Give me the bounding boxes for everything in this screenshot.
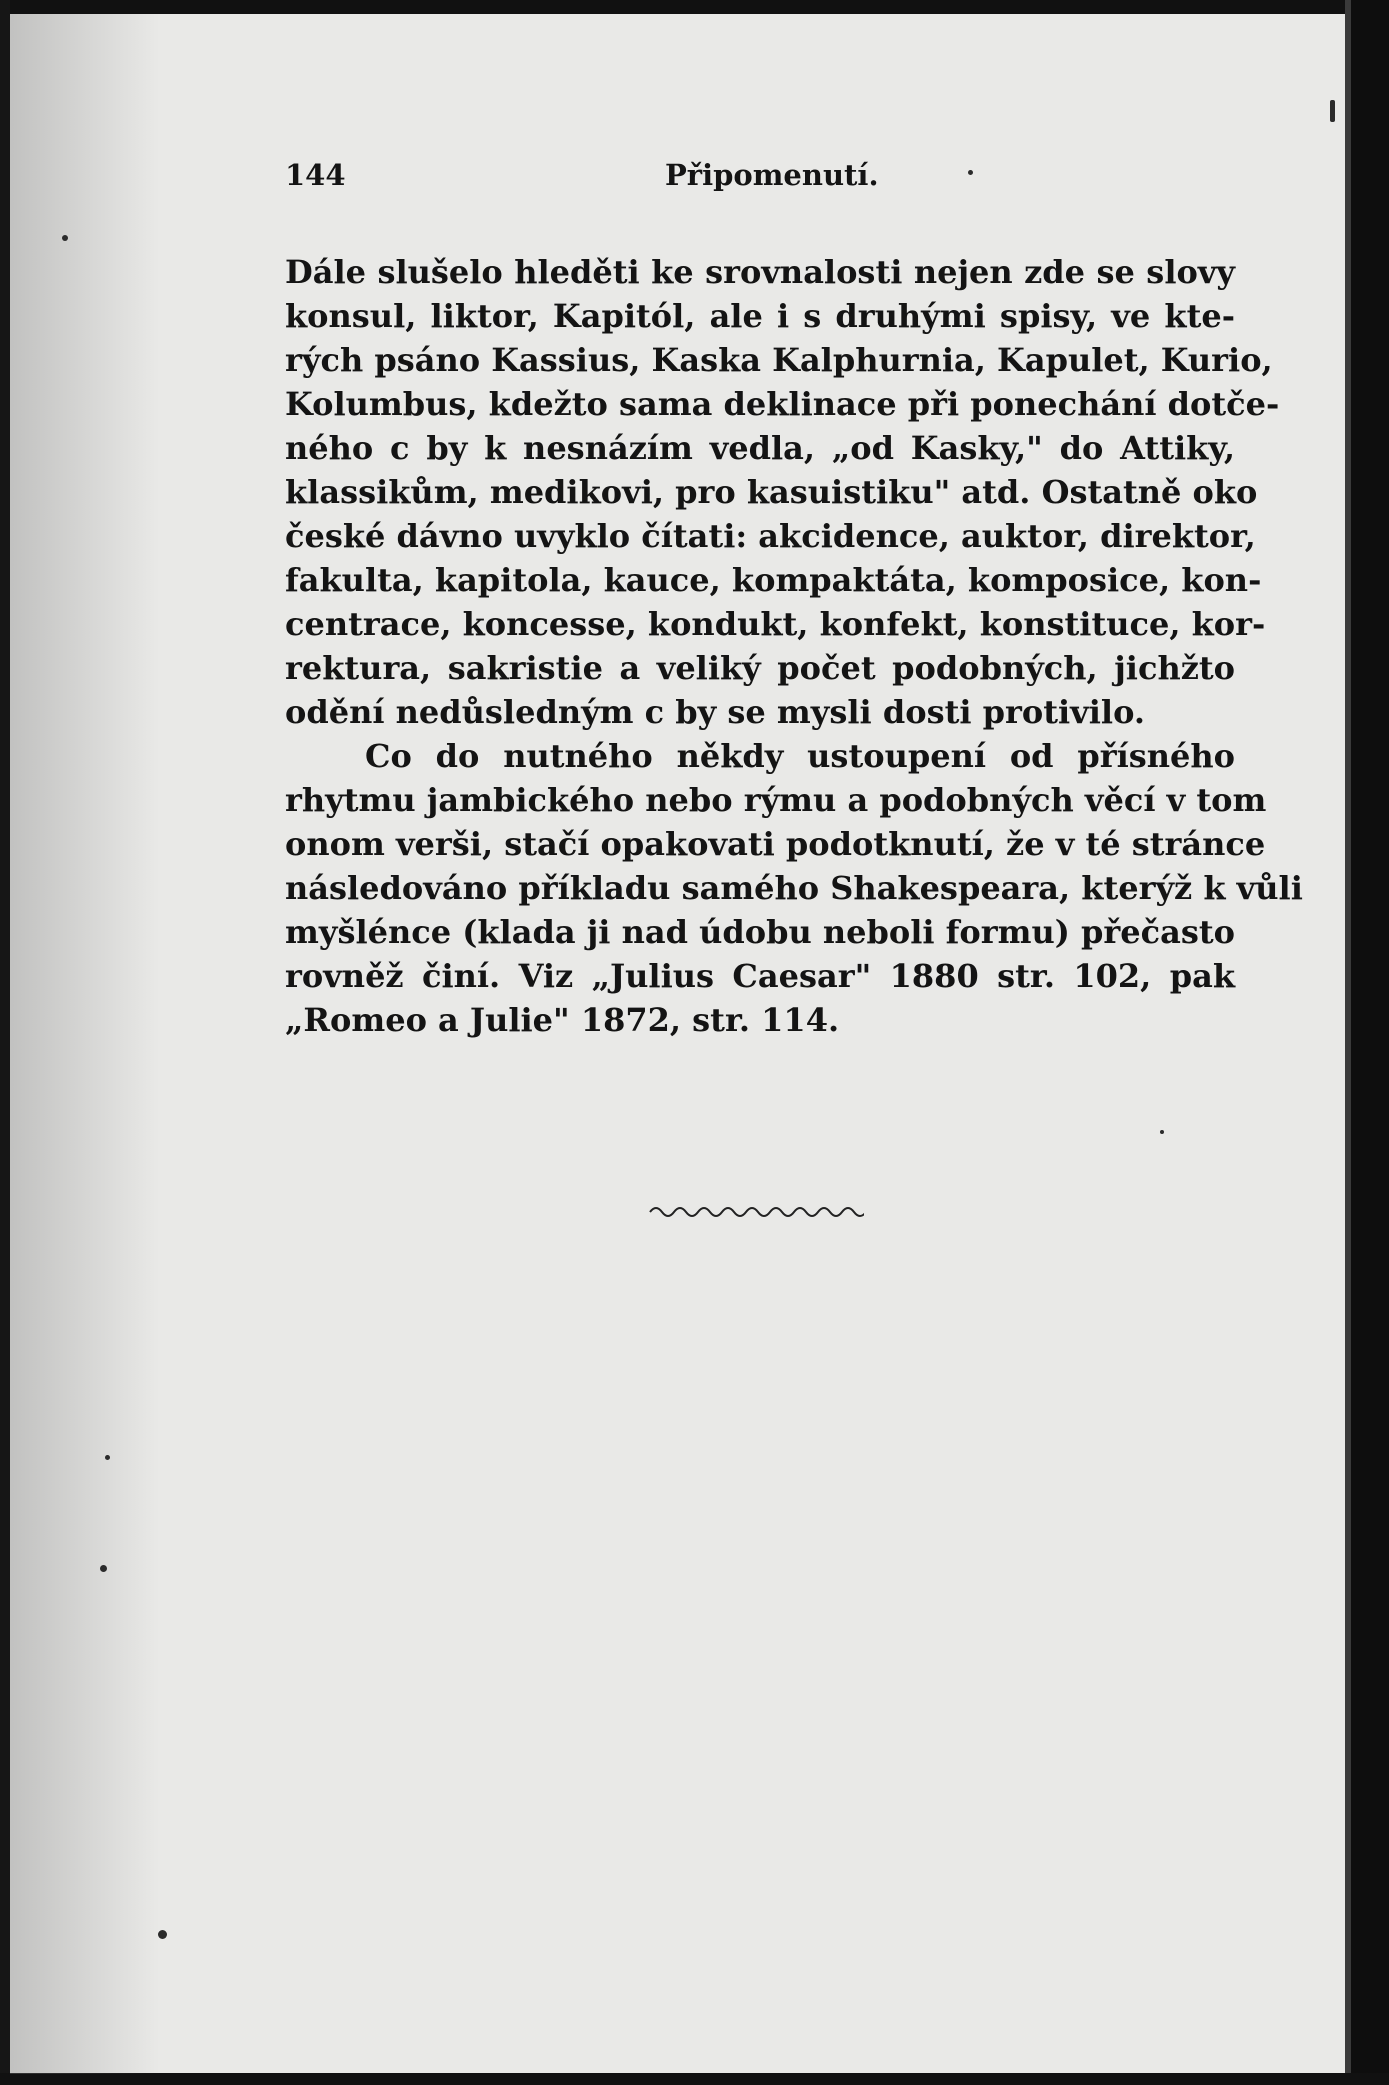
text-line: myšlénce (klada ji nad údobu neboli formu) přečasto (285, 913, 1235, 951)
scan-speck (105, 1455, 110, 1460)
text-line: „Romeo a Julie" 1872, str. 114. (285, 1001, 840, 1039)
scan-edge-right-inner (1345, 0, 1351, 2085)
text-line: klassikům, medikovi, pro kasuistiku" atd. Ostatně oko (285, 473, 1258, 511)
paragraph-2 (285, 734, 1303, 1042)
text-line: centrace, koncesse, kondukt, konfekt, konstituce, kor- (285, 605, 1266, 643)
text-line: rektura, sakristie a veliký počet podobných, jichžto (285, 649, 1235, 687)
scan-speck (1160, 1130, 1164, 1134)
scan-speck (62, 235, 68, 241)
gutter-shadow (10, 14, 160, 2074)
text-line: Co do nutného někdy ustoupení od přísného (365, 737, 1235, 775)
text-line: rých psáno Kassius, Kaska Kalphurnia, Kapulet, Kurio, (285, 341, 1273, 379)
text-line: rhytmu jambického nebo rýmu a podobných věcí v tom (285, 781, 1267, 819)
wavy-divider-ornament (648, 1204, 864, 1220)
text-line: onom verši, stačí opakovati podotknutí, že v té stránce (285, 825, 1266, 863)
scan-speck (968, 170, 973, 175)
paragraph-1 (285, 250, 1280, 734)
body-text (285, 250, 1303, 1042)
text-line: ného c by k nesnázím vedla, „od Kasky," do Attiky, (285, 429, 1235, 467)
text-line: odění nedůsledným c by se mysli dosti protivilo. (285, 693, 1145, 731)
running-head: Připomenutí. (665, 158, 879, 192)
page-number: 144 (285, 158, 346, 192)
page-header (285, 158, 879, 198)
scan-edge-right (1351, 0, 1389, 2085)
scan-speck (100, 1565, 107, 1572)
scan-edge-left (0, 0, 10, 2085)
text-line: následováno příkladu samého Shakespeara, kterýž k vůli (285, 869, 1303, 907)
scan-edge-top (0, 0, 1389, 14)
scan-speck (158, 1930, 167, 1939)
scan-edge-bottom (0, 2073, 1389, 2085)
text-line: fakulta, kapitola, kauce, kompaktáta, komposice, kon- (285, 561, 1262, 599)
text-line: Dále slušelo hleděti ke srovnalosti nejen zde se slovy (285, 253, 1235, 291)
text-line: rovněž činí. Viz „Julius Caesar" 1880 str. 102, pak (285, 957, 1235, 995)
text-line: české dávno uvyklo čítati: akcidence, auktor, direktor, (285, 517, 1256, 555)
text-line: konsul, liktor, Kapitól, ale i s druhými spisy, ve kte- (285, 297, 1235, 335)
scan-speck (1330, 100, 1335, 122)
text-line: Kolumbus, kdežto sama deklinace při ponechání dotče- (285, 385, 1280, 423)
